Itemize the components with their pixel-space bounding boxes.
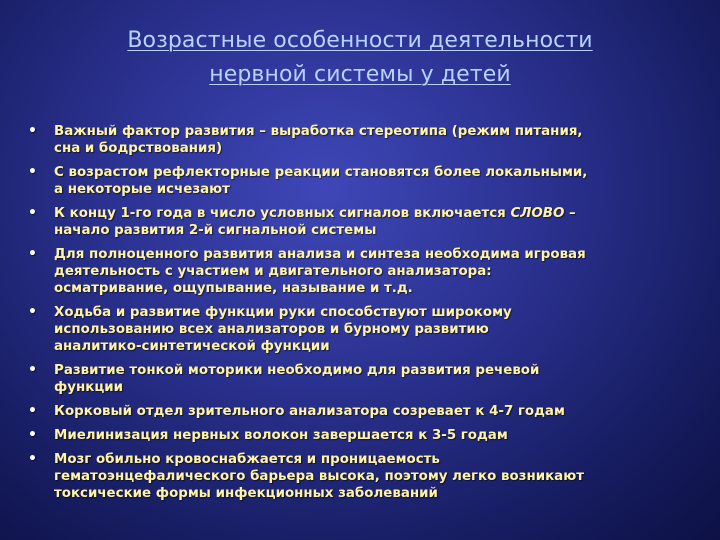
bullet-item: • Важный фактор развития – выработка стереотипа (режим питания, сна и бодрствования) (28, 123, 583, 156)
bullet-list (28, 123, 688, 509)
bullet-icon: • (28, 451, 37, 467)
bullet-item: • Миелинизация нервных волокон завершается к 3-5 годам (28, 427, 508, 443)
bullet-icon: • (28, 403, 37, 419)
bullet-item: • Развитие тонкой моторики необходимо для развития речевой функции (28, 362, 540, 395)
bullet-icon: • (28, 362, 37, 378)
slide-title (0, 24, 720, 92)
bullet-icon: • (28, 205, 37, 221)
bullet-icon: • (28, 123, 37, 139)
bullet-icon: • (28, 427, 37, 443)
bullet-item: • Мозг обильно кровоснабжается и проницаемость гематоэнцефалического барьера высока, поэтому легко возникают токсические формы инфекционных заболеваний (28, 451, 584, 501)
bullet-item: • Корковый отдел зрительного анализатора созревает к 4-7 годам (28, 403, 565, 419)
bullet-item: • С возрастом рефлекторные реакции становятся более локальными, а некоторые исчезают (28, 164, 588, 197)
bullet-item: • Ходьба и развитие функции руки способствуют широкому использованию всех анализаторов и бурному развитию аналитико-синтетической функции (28, 304, 512, 354)
bullet-icon: • (28, 304, 37, 320)
emphasis-word: СЛОВО (510, 206, 565, 221)
bullet-item: • Для полноценного развития анализа и синтеза необходима игровая деятельность с участием и двигательного анализатора: осматривание, ощупывание, называние и т.д. (28, 246, 586, 296)
bullet-icon: • (28, 246, 37, 262)
title-line-1: Возрастные особенности деятельности (127, 28, 593, 53)
bullet-icon: • (28, 164, 37, 180)
bullet-item: • К концу 1-го года в число условных сигналов включается СЛОВО – начало развития 2-й сигнальной системы (28, 205, 576, 238)
title-line-2: нервной системы у детей (209, 62, 511, 87)
